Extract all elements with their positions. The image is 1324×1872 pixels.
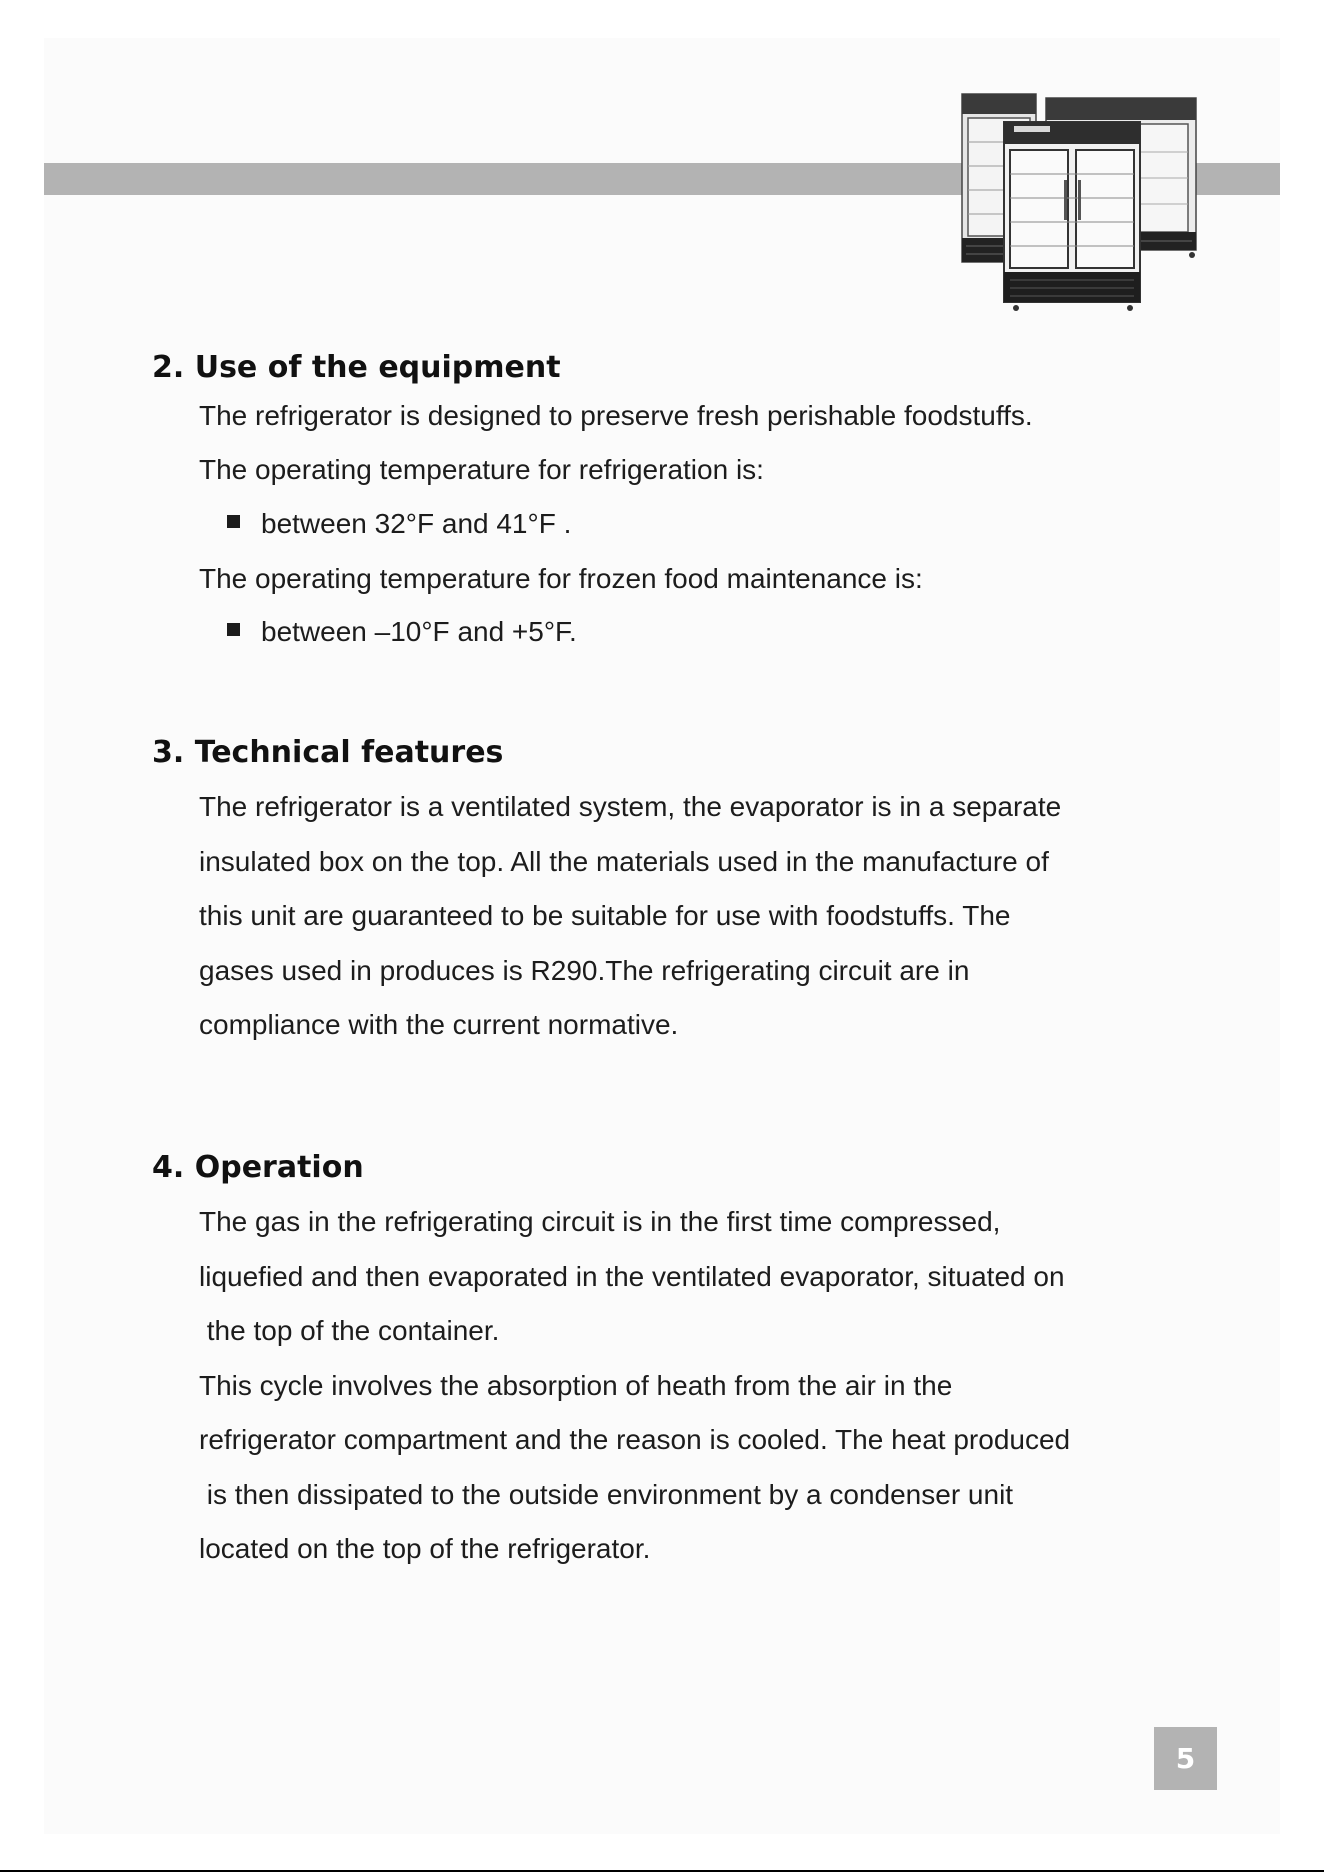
section-title-features: 3. Technical features — [152, 735, 504, 770]
paragraph-line: insulated box on the top. All the materials used in the manufacture of — [199, 845, 1049, 877]
paragraph-line: refrigerator compartment and the reason is cooled. The heat produced — [199, 1424, 1071, 1455]
bullet-square-icon — [227, 623, 240, 636]
use-line-2: The operating temperature for refrigeration is: — [199, 454, 764, 485]
bullet-square-icon — [227, 515, 240, 528]
paragraph-line: located on the top of the refrigerator. — [199, 1533, 651, 1564]
paragraph-line: this unit are guaranteed to be suitable for use with foodstuffs. The — [199, 900, 1011, 931]
section-title-use: 2. Use of the equipment — [152, 350, 561, 385]
paragraph-line: compliance with the current normative. — [199, 1009, 679, 1040]
paragraph-line: gases used in produces is R290.The refrigerating circuit are in — [199, 954, 970, 986]
bullet-text: between –10°F and +5°F. — [261, 616, 577, 647]
operation-paragraph — [199, 1195, 1199, 1577]
use-bullet-refrigeration — [227, 506, 571, 542]
use-bullet-frozen — [227, 614, 577, 650]
paragraph-line: is then dissipated to the outside environment by a condenser unit — [199, 1478, 1014, 1510]
use-line-1: The refrigerator is designed to preserve fresh perishable foodstuffs. — [199, 400, 1033, 431]
use-line-3: The operating temperature for frozen food maintenance is: — [199, 563, 923, 594]
features-paragraph — [199, 780, 1199, 1053]
paragraph-line: liquefied and then evaporated in the ventilated evaporator, situated on — [199, 1260, 1065, 1292]
bullet-text: between 32°F and 41°F . — [261, 508, 572, 539]
fridge-front — [1004, 122, 1140, 311]
paragraph-line: The gas in the refrigerating circuit is in the first time compressed, — [199, 1206, 1001, 1237]
paragraph-line: The refrigerator is a ventilated system, the evaporator is in a separate — [199, 791, 1062, 822]
paragraph-line: the top of the container. — [199, 1315, 500, 1346]
page-number: 5 — [1154, 1727, 1217, 1790]
refrigerators-illustration — [960, 92, 1200, 314]
section-title-operation: 4. Operation — [152, 1150, 364, 1185]
paragraph-line: This cycle involves the absorption of heath from the air in the — [199, 1369, 953, 1401]
